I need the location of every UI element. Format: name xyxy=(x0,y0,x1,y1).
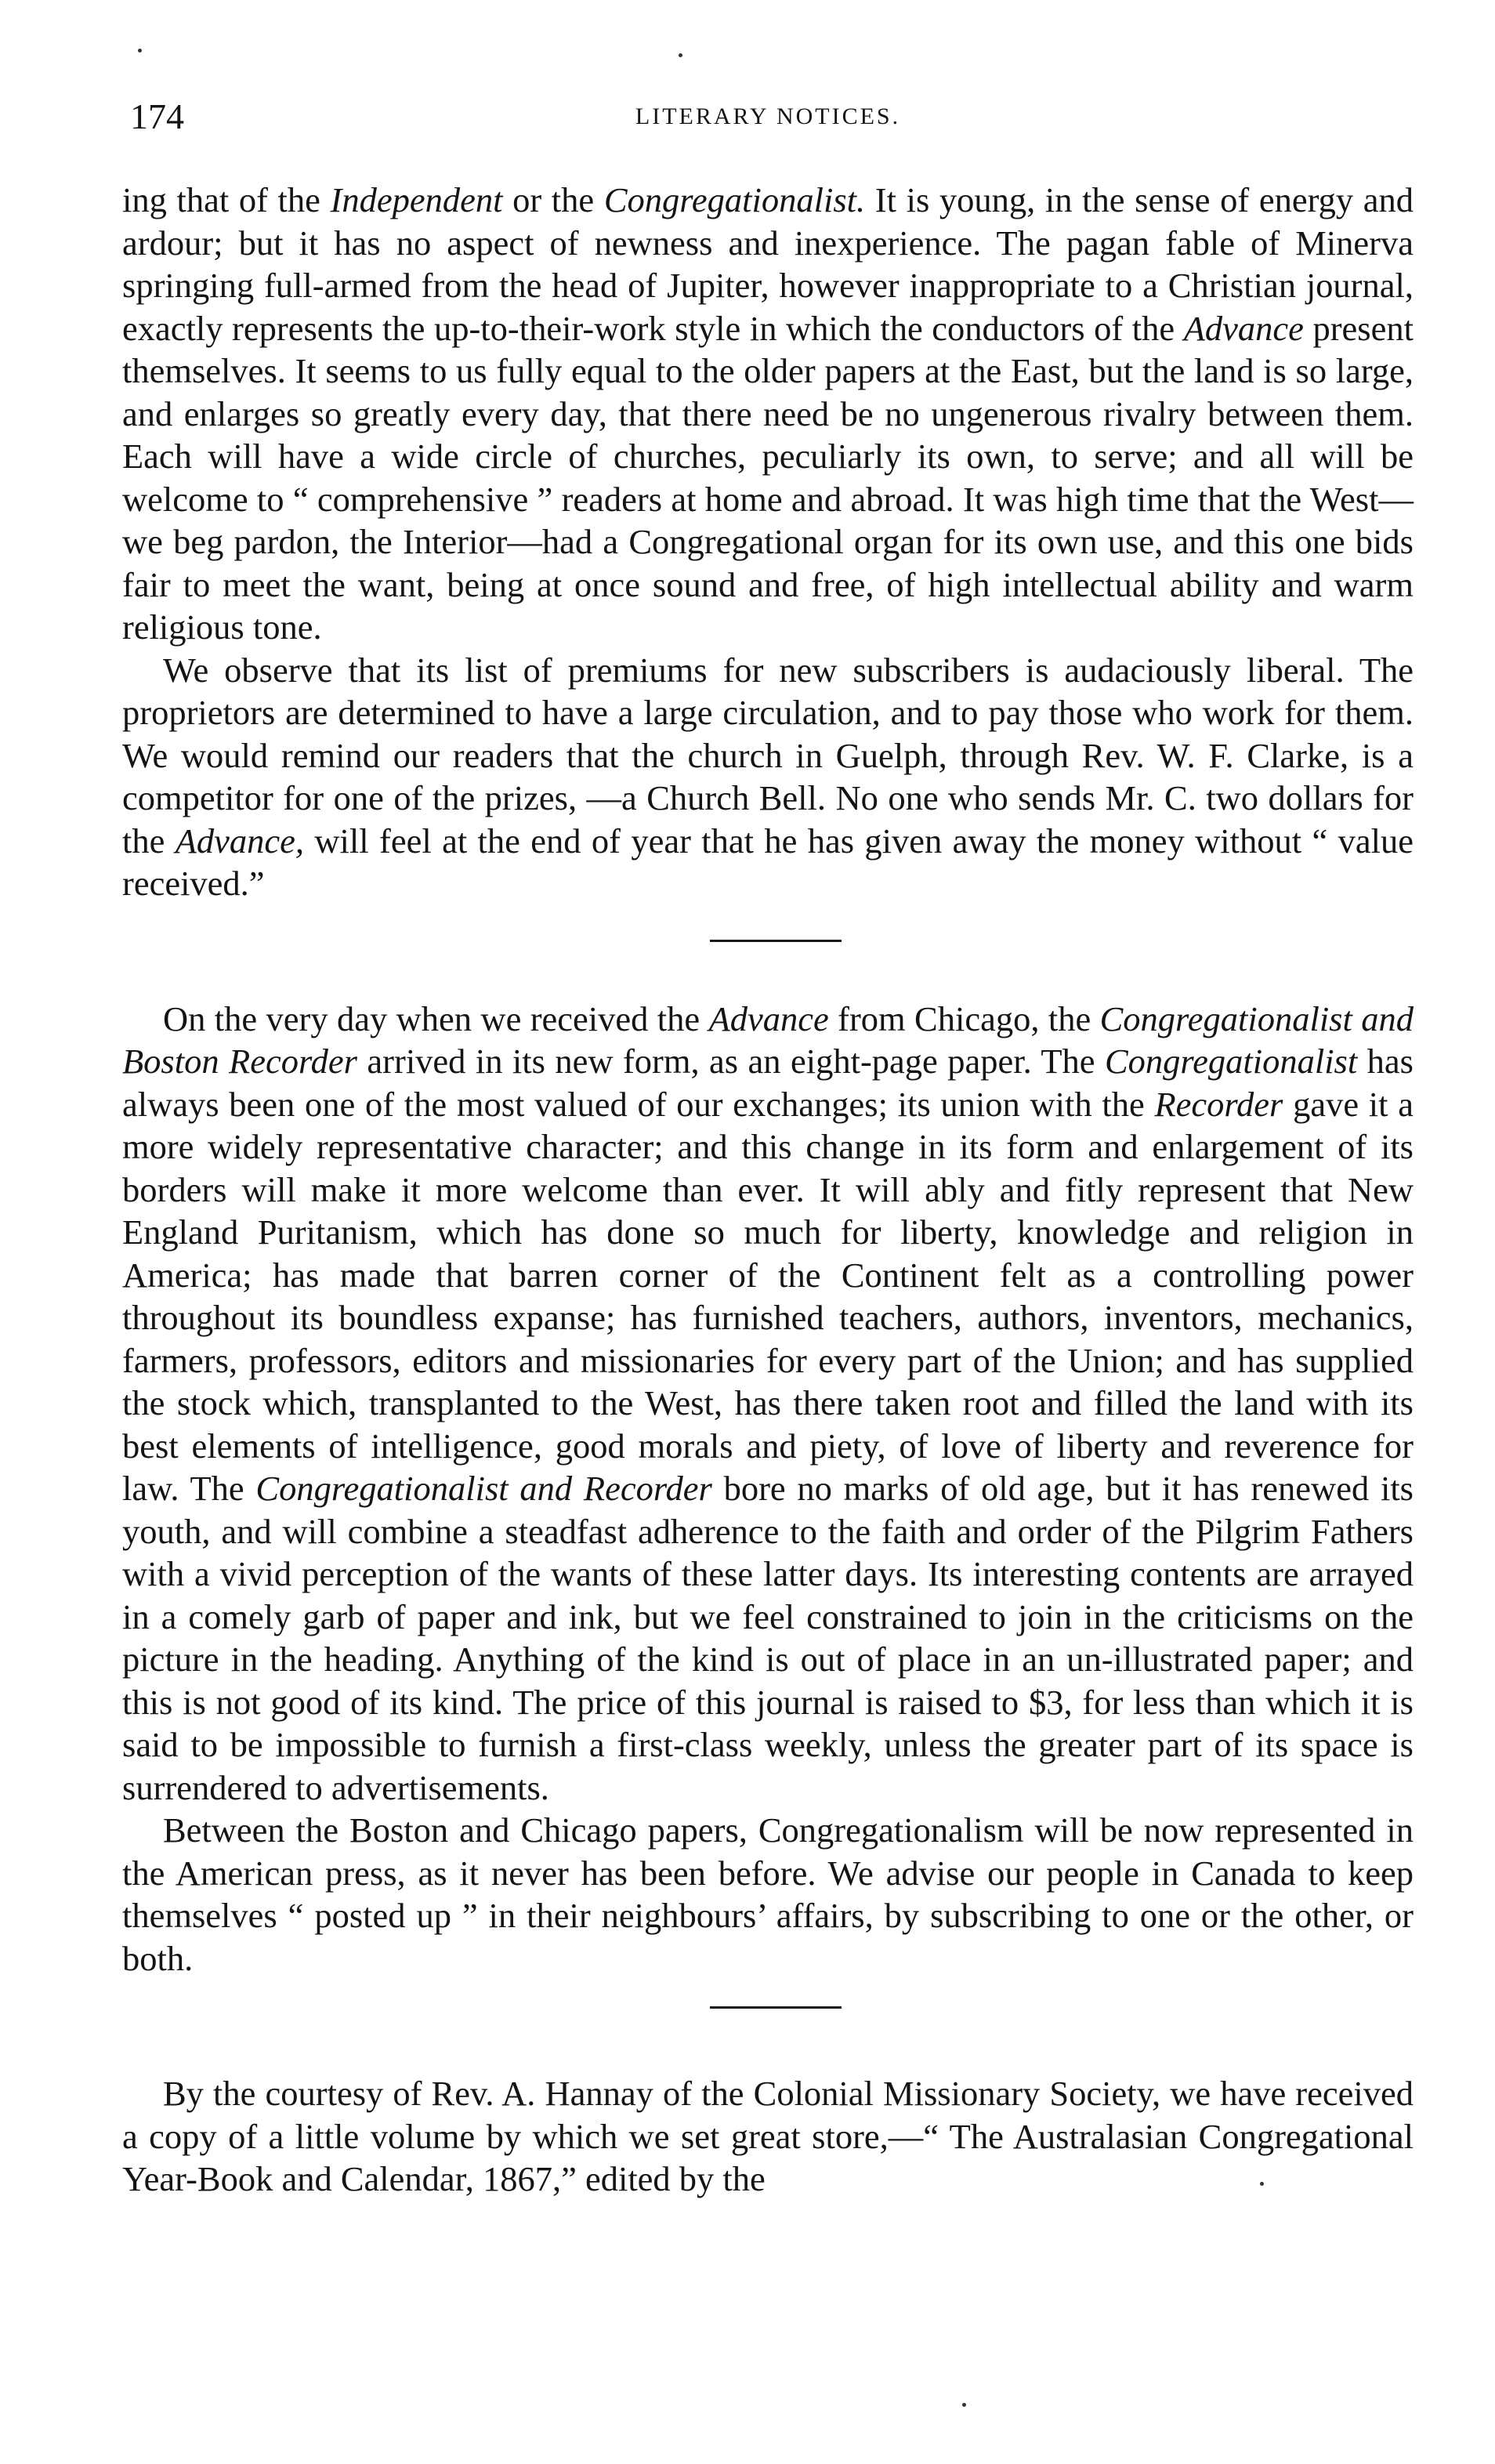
page-number: 174 xyxy=(130,96,184,136)
text-run: from Chicago, the xyxy=(828,998,1100,1038)
article2-paragraph-1 xyxy=(122,998,1414,1810)
article3-paragraph-1 xyxy=(122,2072,1414,2201)
page-body xyxy=(122,179,1414,2201)
text-run: present themselves. It seems to us fully equal to the older papers at the East, but the land is so large, and enlarges so greatly every day, that there need be no ungenerous rivalry between them. Each will have a wide circle of churches, peculiarly its own, to serve; and all will be welcome to “ comprehensive ” readers at home and abroad. It was high time that the West—we beg pardon, the Interior—had a Congregational organ for its own use, and this one bids fair to meet the want, being at once sound and free, of high intellectual ability and warm religious tone. xyxy=(122,308,1414,647)
text-run: has always been one of the most valued of our exchanges; its union with the xyxy=(122,1042,1414,1124)
text-run: will feel at the end of year that he has given away the money without “ value received.” xyxy=(122,821,1414,903)
divider-rule xyxy=(710,940,842,942)
speck-mark xyxy=(962,2403,966,2407)
text-run: Between the Boston and Chicago papers, Congregationalism will be now represented in the American press, as it never has been before. We advise our people in Canada to keep themselves “ posted up ” in their neighbours’ affairs, by subscribing to one or the other, or both. xyxy=(122,1810,1414,1978)
text-run: By the courtesy of Rev. A. Hannay of the Colonial Missionary Society, we have received a copy of a little volume by which we set great store,—“ The Australasian Congregational Year-Book and Calendar, 1867,” edited by the xyxy=(122,2074,1414,2198)
italic-title: Advance xyxy=(1183,308,1304,348)
speck-mark xyxy=(138,49,142,53)
italic-title: Congregationalist xyxy=(1105,1042,1358,1081)
text-run: We observe that its list of premiums for new subscribers is audaciously liberal. The proprietors are determined to have a large circulation, and to pay those who work for them. We would remind our readers that the church in Guelph, through Rev. W. F. Clarke, is a competitor for one of the prizes, —a Church Bell. No one who sends Mr. C. two dollars for the xyxy=(122,650,1414,861)
section-divider xyxy=(122,1980,1414,2072)
divider-rule xyxy=(710,2006,842,2009)
text-run: On the very day when we received the xyxy=(163,998,709,1038)
article2-paragraph-2 xyxy=(122,1809,1414,1980)
text-run: bore no marks of old age, but it has renewed its youth, and will combine a steadfast adherence to the faith and order of the Pilgrim Fathers with a vivid perception of the wants of these latter days. Its interesting contents are arrayed in a comely garb of paper and ink, but we feel constrained to join in the criticisms on the picture in the heading. Anything of the kind is out of place in an un-illustrated paper; and this is not good of its kind. The price of this journal is raised to $3, for less than which it is said to be impossible to furnish a first-class weekly, unless the greater part of its space is surrendered to advertisements. xyxy=(122,1469,1414,1807)
text-run: gave it a more widely representative character; and this change in its form and enlargement of its borders will make it more welcome than ever. It will ably and fitly represent that New England Puritanism, which has done so much for liberty, knowledge and religion in America; has made that barren corner of the Continent felt as a controlling power throughout its boundless expanse; has furnished teachers, authors, inventors, mechanics, farmers, professors, editors and missionaries for every part of the Union; and has supplied the stock which, transplanted to the West, has there taken root and filled the land with its best elements of intelligence, good morals and piety, of love of liberty and reverence for law. The xyxy=(122,1084,1414,1508)
running-head: LITERARY NOTICES. xyxy=(635,103,901,129)
section-divider xyxy=(122,905,1414,998)
text-run: or the xyxy=(502,180,604,219)
italic-title: Recorder xyxy=(1154,1084,1283,1124)
italic-title: Congregationalist. xyxy=(603,180,866,219)
text-run: It is young, in the sense of energy and ardour; but it has no aspect of newness and inexperience. The pagan fable of Minerva springing full-armed from the head of Jupiter, however inappropriate to a Christian journal, exactly represents the up-to-their-work style in which the conductors of the xyxy=(122,180,1414,348)
article1-paragraph-1 xyxy=(122,179,1414,649)
text-run: ing that of the xyxy=(122,180,331,219)
italic-title: Congregationalist and Recorder xyxy=(255,1469,712,1508)
italic-title: Advance xyxy=(708,998,829,1038)
text-run: arrived in its new form, as an eight-page paper. The xyxy=(357,1042,1105,1081)
italic-title: Advance, xyxy=(175,821,305,861)
speck-mark xyxy=(679,53,682,57)
italic-title: Congregationalist and Boston Recorder xyxy=(122,998,1414,1081)
italic-title: Independent xyxy=(330,180,503,219)
article1-paragraph-2 xyxy=(122,649,1414,905)
page-header xyxy=(125,96,1410,143)
